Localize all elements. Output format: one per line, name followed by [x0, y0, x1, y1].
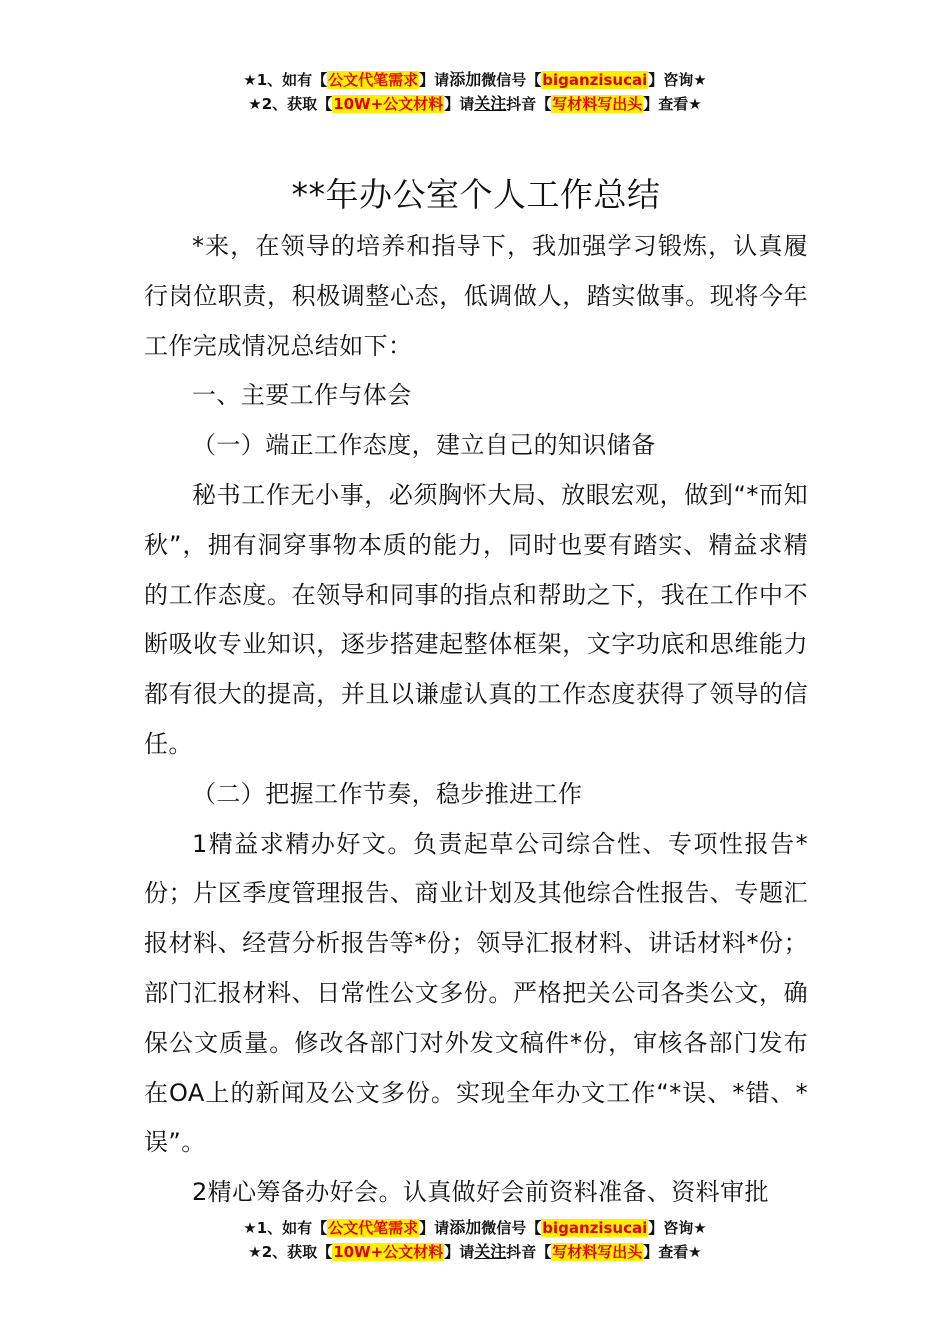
- highlight-wechat-id: biganzisucai: [542, 1219, 648, 1237]
- document-title: **年办公室个人工作总结: [291, 175, 661, 214]
- paragraph-documents: 1精益求精办好文。负责起草公司综合性、专项性报告*份；片区季度管理报告、商业计划及其他综合性报告、专题汇报材料、经营分析报告等*份；领导汇报材料、讲话材料*份；部门汇报材料、日常性公文多份。严格把关公司各类公文，确保公文质量。修改各部门对外发文稿件*份，审核各部门发布在OA上的新闻及公文多份。实现全年办文工作“*误、*错、*误”。: [144, 829, 808, 1157]
- highlight-service: 公文代笔需求: [328, 1219, 419, 1237]
- banner-line-1: ★1、如有【公文代笔需求】请添加微信号【biganzisucai】咨询★: [243, 1218, 707, 1237]
- document-body: [144, 168, 808, 1218]
- highlight-materials: 10W+公文材料: [333, 95, 444, 113]
- heading-subsection-1: （一）端正工作态度，建立自己的知识储备: [192, 431, 656, 460]
- highlight-service: 公文代笔需求: [328, 71, 419, 89]
- heading-section-1: 一、主要工作与体会: [192, 381, 412, 410]
- paragraph-meetings: 2精心筹备办好会。认真做好会前资料准备、资料审批: [192, 1178, 769, 1207]
- banner-line-2: ★2、获取【10W+公文材料】请关注抖音【写材料写出头】查看★: [248, 1242, 702, 1261]
- header-banner: [0, 68, 950, 116]
- heading-subsection-2: （二）把握工作节奏，稳步推进工作: [192, 779, 583, 808]
- paragraph-intro: *来，在领导的培养和指导下，我加强学习锻炼，认真履行岗位职责，积极调整心态，低调做人，踏实做事。现将今年工作完成情况总结如下：: [144, 232, 808, 360]
- highlight-wechat-id: biganzisucai: [542, 71, 648, 89]
- banner-line-2: ★2、获取【10W+公文材料】请关注抖音【写材料写出头】查看★: [248, 94, 702, 113]
- highlight-douyin-account: 写材料写出头: [552, 95, 643, 113]
- highlight-douyin-account: 写材料写出头: [552, 1243, 643, 1261]
- footer-banner: [0, 1216, 950, 1264]
- banner-line-1: ★1、如有【公文代笔需求】请添加微信号【biganzisucai】咨询★: [243, 70, 707, 89]
- paragraph-attitude: 秘书工作无小事，必须胸怀大局、放眼宏观，做到“*而知秋”，拥有洞穿事物本质的能力，同时也要有踏实、精益求精的工作态度。在领导和同事的指点和帮助之下，我在工作中不断吸收专业知识，逐步搭建起整体框架，文字功底和思维能力都有很大的提高，并且以谦虚认真的工作态度获得了领导的信任。: [144, 480, 808, 758]
- highlight-materials: 10W+公文材料: [333, 1243, 444, 1261]
